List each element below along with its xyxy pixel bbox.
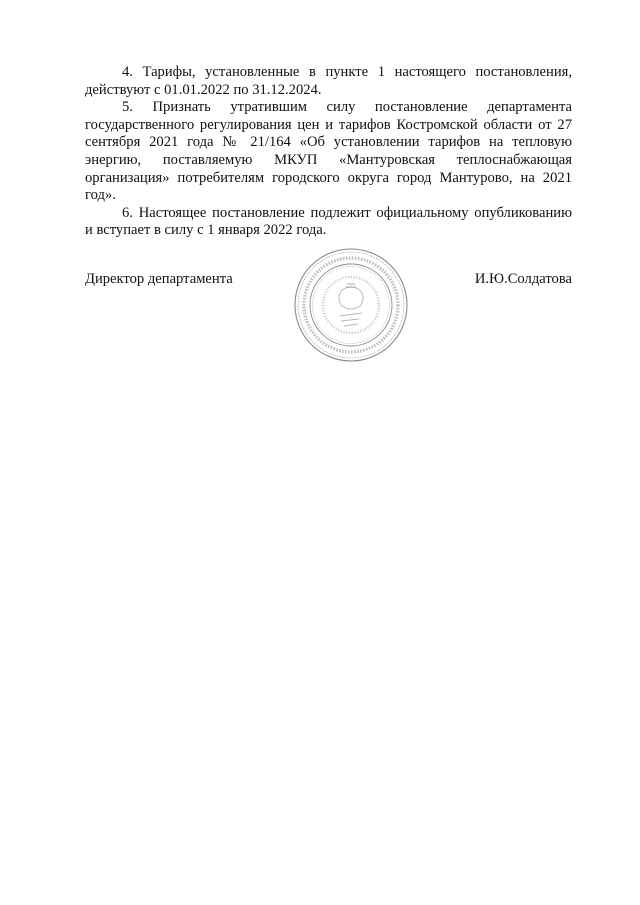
signatory-position: Директор департамента [85,271,233,287]
paragraph-repeal-resolution: 5. Признать утратившим силу постановление департамента государственного регулирования цен и тарифов Костромской области от 27 сентября 2021 года № 21/164 «Об установлении тарифов на тепловую энергию, поставляемую МКУП «Мантуровская теплоснабжающая организация» потребителям городского округа город Мантурово, на 2021 год». [85,99,572,204]
official-seal-icon [292,246,410,364]
document-body [85,64,572,240]
paragraph-publication: 6. Настоящее постановление подлежит официальному опубликованию и вступает в силу с 1 января 2022 года. [85,204,572,239]
paragraph-tariff-period: 4. Тарифы, установленные в пункте 1 настоящего постановления, действуют с 01.01.2022 по 31.12.2024. [85,64,572,98]
signatory-name: И.Ю.Солдатова [474,271,572,287]
